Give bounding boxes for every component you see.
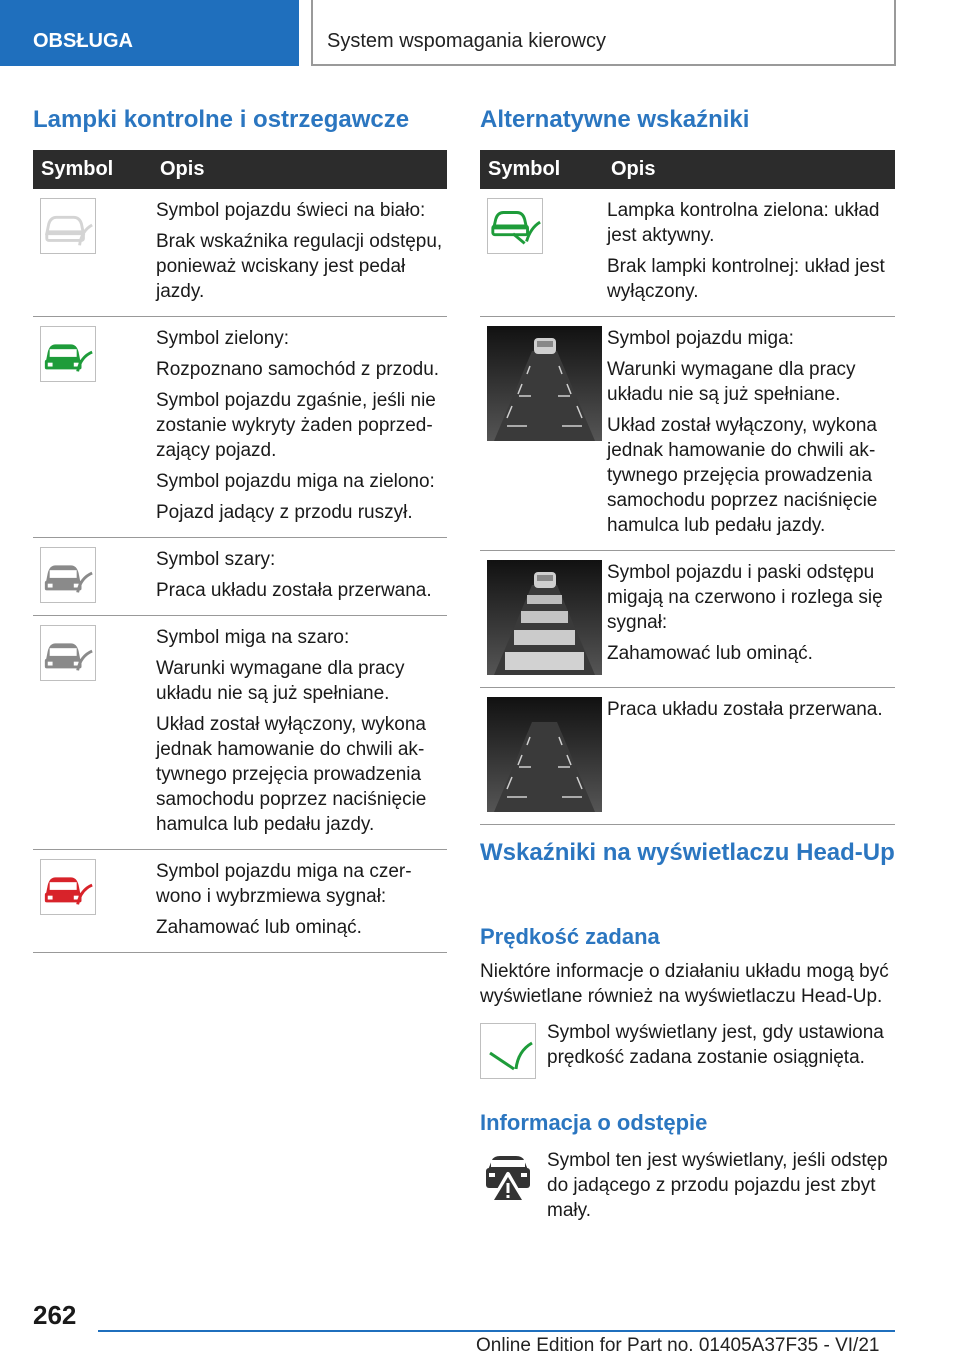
- desc-line: Symbol zielony:: [156, 328, 290, 349]
- symbol-cell: [33, 189, 156, 317]
- speed-desc: Symbol wyświetlany jest, gdy ustawiona prędkość zadana zostanie osiągnięta.: [547, 1022, 884, 1068]
- table-row: [480, 317, 895, 551]
- desc-line: Brak lampki kontrolnej: układ jest wyłączony.: [607, 256, 885, 302]
- desc-line: Brak wskaźnika regulacji odstępu, ponieważ wciskany jest pedał jazdy.: [156, 231, 443, 302]
- desc-cell: [156, 538, 447, 616]
- page-number: 262: [33, 1300, 77, 1330]
- desc-line: Symbol miga na szaro:: [156, 627, 350, 648]
- desc-line: Symbol pojazdu i paski odstępu migają na czerwono i rozlega się sygnał:: [607, 562, 883, 633]
- col-desc-header: Opis: [156, 150, 447, 189]
- speed-reached-icon: [480, 1023, 536, 1079]
- table-row: [480, 688, 895, 825]
- distance-warning-icon: [480, 1150, 536, 1206]
- desc-line: Symbol pojazdu zgaśnie, jeśli nie zostanie wykryty żaden poprzedzający pojazd.: [156, 390, 436, 461]
- desc-line: Praca układu została przerwana.: [607, 699, 883, 720]
- desc-line: Zahamować lub ominąć.: [156, 917, 362, 938]
- table-row: [480, 551, 895, 688]
- left-section-title: Lampki kontrolne i ostrzegawcze: [33, 106, 410, 133]
- desc-line: Symbol pojazdu miga na czerwono i wybrzmiewa sygnał:: [156, 861, 412, 907]
- desc-line: Pojazd jadący z przodu ruszył.: [156, 502, 413, 523]
- desc-cell: [156, 317, 447, 538]
- speed-subtitle: Prędkość zadana: [480, 924, 660, 949]
- desc-line: Zahamować lub ominąć.: [607, 643, 813, 664]
- road-bars-icon: [487, 560, 602, 675]
- gauge-green-icon: [487, 198, 543, 254]
- gap-desc: Symbol ten jest wyświetlany, jeśli odstęp do jadącego z przodu pojazdu jest zbyt mały.: [547, 1150, 888, 1221]
- section-tab: OBSŁUGA: [0, 0, 299, 66]
- desc-line: Praca układu została przerwana.: [156, 580, 432, 601]
- right-section-title: Alternatywne wskaźniki: [480, 106, 750, 133]
- desc-cell: [607, 688, 895, 825]
- col-desc-header: Opis: [607, 150, 895, 189]
- right-symbol-table: [480, 150, 895, 825]
- desc-cell: [607, 189, 895, 317]
- table-row: [33, 317, 447, 538]
- road-empty-icon: [487, 697, 602, 812]
- col-symbol-header: Symbol: [33, 150, 156, 189]
- car-red-icon: [40, 859, 96, 915]
- col-symbol-header: Symbol: [480, 150, 607, 189]
- desc-line: Warunki wymagane dla pracy układu nie są już spełniane.: [156, 658, 405, 704]
- symbol-cell: [33, 850, 156, 953]
- symbol-cell: [480, 189, 607, 317]
- desc-line: Symbol szary:: [156, 549, 276, 570]
- table-row: [33, 538, 447, 616]
- desc-line: Rozpoznano samochód z przodu.: [156, 359, 440, 380]
- car-grey-blink-icon: [40, 625, 96, 681]
- table-row: [33, 616, 447, 850]
- car-white-icon: [40, 198, 96, 254]
- gap-subtitle: Informacja o odstępie: [480, 1110, 708, 1135]
- car-grey-icon: [40, 547, 96, 603]
- desc-cell: [156, 850, 447, 953]
- desc-cell: [156, 189, 447, 317]
- symbol-cell: [33, 616, 156, 850]
- table-row: [33, 850, 447, 953]
- speed-intro: Niektóre informacje o działaniu układu mogą być wyświetlane również na wyświetlaczu Head-Up.: [480, 961, 889, 1007]
- desc-line: Symbol pojazdu miga:: [607, 328, 794, 349]
- left-symbol-table: [33, 150, 447, 953]
- symbol-cell: [480, 688, 607, 825]
- table-row: [480, 189, 895, 317]
- symbol-cell: [480, 317, 607, 551]
- desc-line: Układ został wyłączony, wykona jednak hamowanie do chwili aktywnego przejęcia prowadzenia samochodu poprzez naciśnięcie hamulca lub pedału jazdy.: [156, 714, 427, 835]
- desc-line: Lampka kontrolna zielona: układ jest aktywny.: [607, 200, 880, 246]
- footer-divider: [98, 1330, 895, 1332]
- symbol-cell: [33, 538, 156, 616]
- symbol-cell: [480, 551, 607, 688]
- chapter-title: System wspomagania kierowcy: [311, 0, 896, 66]
- road-car-icon: [487, 326, 602, 441]
- car-green-icon: [40, 326, 96, 382]
- desc-line: Układ został wyłączony, wykona jednak hamowanie do chwili aktywnego przejęcia prowadzenia samochodu poprzez naciśnięcie hamulca lub pedału jazdy.: [607, 415, 878, 536]
- symbol-cell: [33, 317, 156, 538]
- desc-line: Warunki wymagane dla pracy układu nie są już spełniane.: [607, 359, 856, 405]
- hud-section-title: Wskaźniki na wyświetlaczu Head-Up: [480, 839, 895, 866]
- desc-cell: [607, 551, 895, 688]
- table-row: [33, 189, 447, 317]
- desc-cell: [156, 616, 447, 850]
- desc-cell: [607, 317, 895, 551]
- desc-line: Symbol pojazdu miga na zielono:: [156, 471, 435, 492]
- edition-note: Online Edition for Part no. 01405A37F35 - VI/21: [476, 1335, 880, 1356]
- desc-line: Symbol pojazdu świeci na biało:: [156, 200, 426, 221]
